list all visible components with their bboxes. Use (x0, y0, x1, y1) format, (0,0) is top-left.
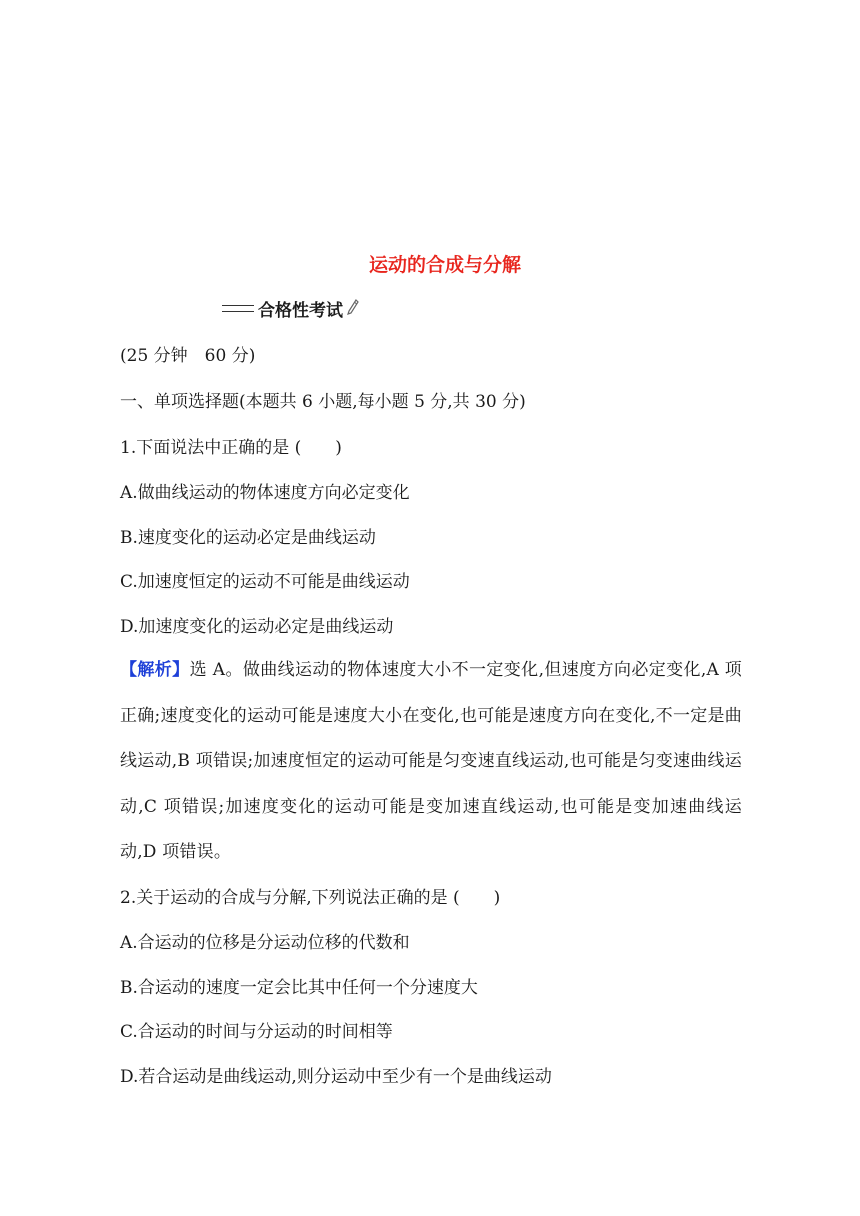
question-2-option-d: D.若合运动是曲线运动,则分运动中至少有一个是曲线运动 (120, 1067, 552, 1087)
analysis-tag: 【解析】 (120, 660, 190, 680)
question-2-option-c: C.合运动的时间与分运动的时间相等 (120, 1022, 393, 1042)
question-2-option-a: A.合运动的位移是分运动位移的代数和 (120, 933, 410, 953)
section-header (222, 296, 359, 321)
double-rule-decoration (222, 305, 254, 312)
question-1-option-a: A.做曲线运动的物体速度方向必定变化 (120, 483, 410, 503)
part-heading: 一、单项选择题(本题共 6 小题,每小题 5 分,共 30 分) (120, 392, 526, 412)
question-1-analysis (120, 648, 742, 876)
question-1-option-b: B.速度变化的运动必定是曲线运动 (120, 528, 376, 548)
question-1-stem: 1.下面说法中正确的是 ( ) (120, 438, 342, 458)
question-2-stem: 2.关于运动的合成与分解,下列说法正确的是 ( ) (120, 888, 501, 908)
time-score: (25 分钟 60 分) (120, 346, 256, 366)
pencil-icon (347, 299, 359, 319)
document-title: 运动的合成与分解 (368, 254, 521, 276)
section-label: 合格性考试 (258, 301, 343, 321)
analysis-text: 选 A。做曲线运动的物体速度大小不一定变化,但速度方向必定变化,A 项正确;速度变化的运动可能是速度大小在变化,也可能是速度方向在变化,不一定是曲线运动,B 项错误;加速度恒定的运动可能是匀变速直线运动,也可能是匀变速曲线运动,C 项错误;加速度变化的运动可能是变加速直线运动,也可能是变加速曲线运动,D 项错误。 (120, 660, 742, 863)
question-1-option-d: D.加速度变化的运动必定是曲线运动 (120, 617, 394, 637)
question-1-option-c: C.加速度恒定的运动不可能是曲线运动 (120, 572, 410, 592)
question-2-option-b: B.合运动的速度一定会比其中任何一个分速度大 (120, 978, 478, 998)
